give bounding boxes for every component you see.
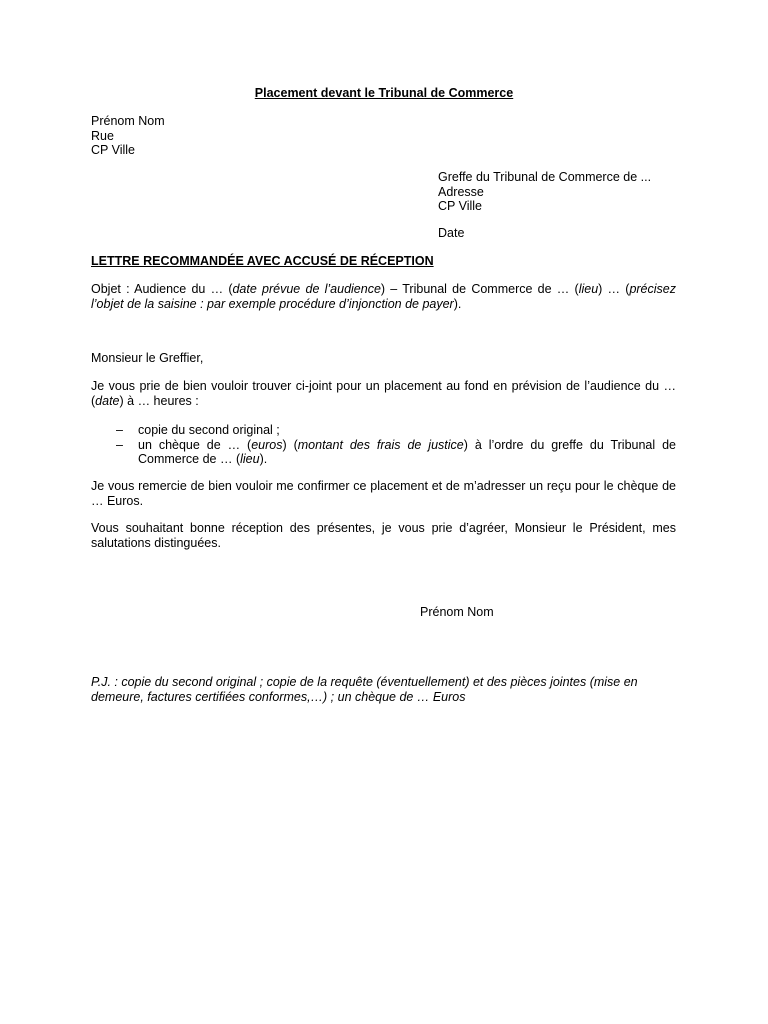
list-item-1-text: copie du second original ; [138,423,280,437]
list-item-2-italic-1: euros [251,437,283,452]
signature-name: Prénom Nom [420,605,494,619]
sender-address [91,114,676,158]
subject-text-3: ) … ( [598,282,630,296]
subject-italic-1: date prévue de l’audience [232,282,381,296]
list-item [91,438,676,467]
recipient-address [438,170,738,214]
paragraph-1-italic-1: date [95,393,120,408]
subject-italic-2: lieu [578,282,599,296]
sender-street: Rue [91,128,114,143]
paragraph-2: Je vous remercie de bien vouloir me confirmer ce placement et de m’adresser un reçu pour le chèque de … Euros. [91,479,676,508]
list-item-2-text-4: ). [259,452,268,466]
paragraph-1-text-1: Je vous prie de bien vouloir trouver ci-joint pour un placement au fond en prévision de l’audience du … ( [91,379,676,408]
paragraph-1-text-2: ) à … heures : [119,393,199,408]
subject-text-4: ). [453,296,462,311]
list-item-2-text-2: ) ( [282,437,298,452]
list-dash: – [116,437,123,452]
list-item-2-italic-2: montant des frais de justice [297,437,464,452]
list-item-2-italic-3: lieu [240,452,260,466]
attachments-note: P.J. : copie du second original ; copie de la requête (éventuellement) et des pièces jointes (mise en demeure, factures certifiées conformes,…) ; un chèque de … Euros [91,675,638,704]
recipient-line-1: Greffe du Tribunal de Commerce de ... [438,170,652,184]
paragraph-1 [91,379,676,408]
list-dash: – [116,423,123,437]
subject-text-1: Objet : Audience du … ( [91,282,233,296]
letter-date: Date [438,226,465,240]
list-item [91,423,676,438]
paragraph-3: Vous souhaitant bonne réception des présentes, je vous prie d’agréer, Monsieur le Président, mes salutations distinguées. [91,521,676,550]
subject-text-2: ) – Tribunal de Commerce de … ( [380,282,579,296]
sender-city: CP Ville [91,143,136,157]
subject-italic-3: précisez l’objet de la saisine : par exemple procédure d’injonction de payer [91,282,676,311]
sender-name: Prénom Nom [91,114,165,128]
list-item-2-text-3: ) à l’ordre du greffe du Tribunal de Commerce de … ( [138,437,676,466]
recipient-line-3: CP Ville [438,199,483,213]
enclosure-list [91,423,676,467]
subject-line [91,282,676,311]
registered-mail-heading: LETTRE RECOMMANDÉE AVEC ACCUSÉ DE RÉCEPTION [91,254,434,268]
list-item-2-text-1: un chèque de … ( [138,437,252,452]
document-title: Placement devant le Tribunal de Commerce [254,86,514,100]
recipient-line-2: Adresse [438,184,484,199]
salutation: Monsieur le Greffier, [91,351,204,365]
